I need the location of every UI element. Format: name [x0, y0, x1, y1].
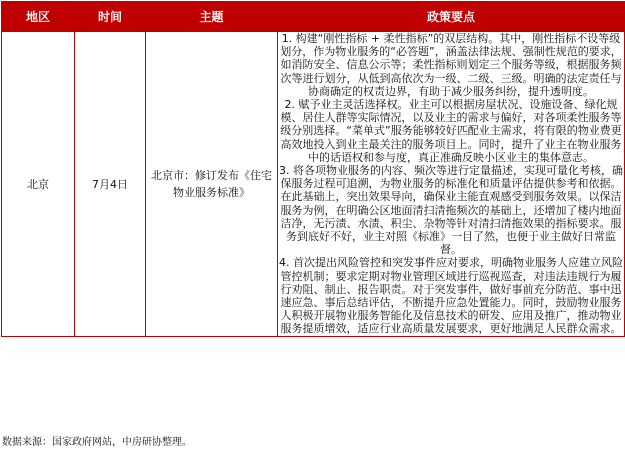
table-header-row [2, 2, 625, 32]
header-region: 地区 [2, 2, 75, 32]
cell-region: 北京 [2, 32, 75, 337]
header-date: 时间 [75, 2, 146, 32]
table-row [2, 32, 625, 337]
header-points: 政策要点 [278, 2, 625, 32]
header-topic: 主题 [146, 2, 278, 32]
source-note: 数据来源：国家政府网站，中房研协整理。 [2, 437, 192, 448]
policy-point-3: 3. 将各项物业服务的内容、频次等进行定量描述，实现可量化考核，确保服务过程可追溯，为物业服务的标准化和质量评估提供参考和依据。在此基础上，突出效果导向，确保业主能直观感受到服务效果。以保洁服务为例，在明确公区地面清扫清拖频次的基础上，还增加了楼内地面洁净，无污渍、水渍、积尘、杂物等针对清扫清拖效果的指标要求。服务到底好不好，业主对照《标准》一目了然，也便于业主做好日常监督。 [279, 164, 623, 257]
cell-date: 7月4日 [75, 32, 146, 337]
policy-table [1, 1, 625, 337]
policy-point-4: 4. 首次提出风险管控和突发事件应对要求，明确物业服务人应建立风险管控机制；要求定期对物业管理区域进行巡视巡查，对违法违规行为履行劝阻、制止、报告职责。对于突发事件，做好事前充分防范、事中迅速应急、事后总结评估，不断提升应急处置能力。同时，鼓励物业服务人积极开展物业服务智能化及信息技术的研发、应用及推广，推动物业服务提质增效，适应行业高质量发展要求，更好地满足人民群众需求。 [279, 256, 623, 336]
policy-point-2: 2. 赋予业主灵活选择权。业主可以根据房屋状况、设施设备、绿化规模、居住人群等实际情况，以及业主的需求与偏好，对各项柔性服务等级分别选择。“菜单式”服务能够较好匹配业主需求，将有限的物业费更高效地投入到业主最关注的服务项目上。同时，提升了业主在物业服务中的话语权和参与度，真正准确反映小区业主的集体意志。 [280, 98, 622, 164]
cell-points [278, 32, 625, 337]
cell-topic: 北京市：修订发布《住宅物业服务标准》 [146, 32, 278, 337]
policy-point-1: 1. 构建“刚性指标 + 柔性指标”的双层结构。其中，刚性指标不设等级划分，作为物业服务的“必答题”，涵盖法律法规、强制性规范的要求，如消防安全、信息公示等；柔性指标则划定三个服务等级，根据服务频次等进行划分，从低到高依次为一级、二级、三级。明确的法定责任与协商确定的权责边界，有助于减少服务纠纷，提升透明度。 [280, 32, 622, 98]
